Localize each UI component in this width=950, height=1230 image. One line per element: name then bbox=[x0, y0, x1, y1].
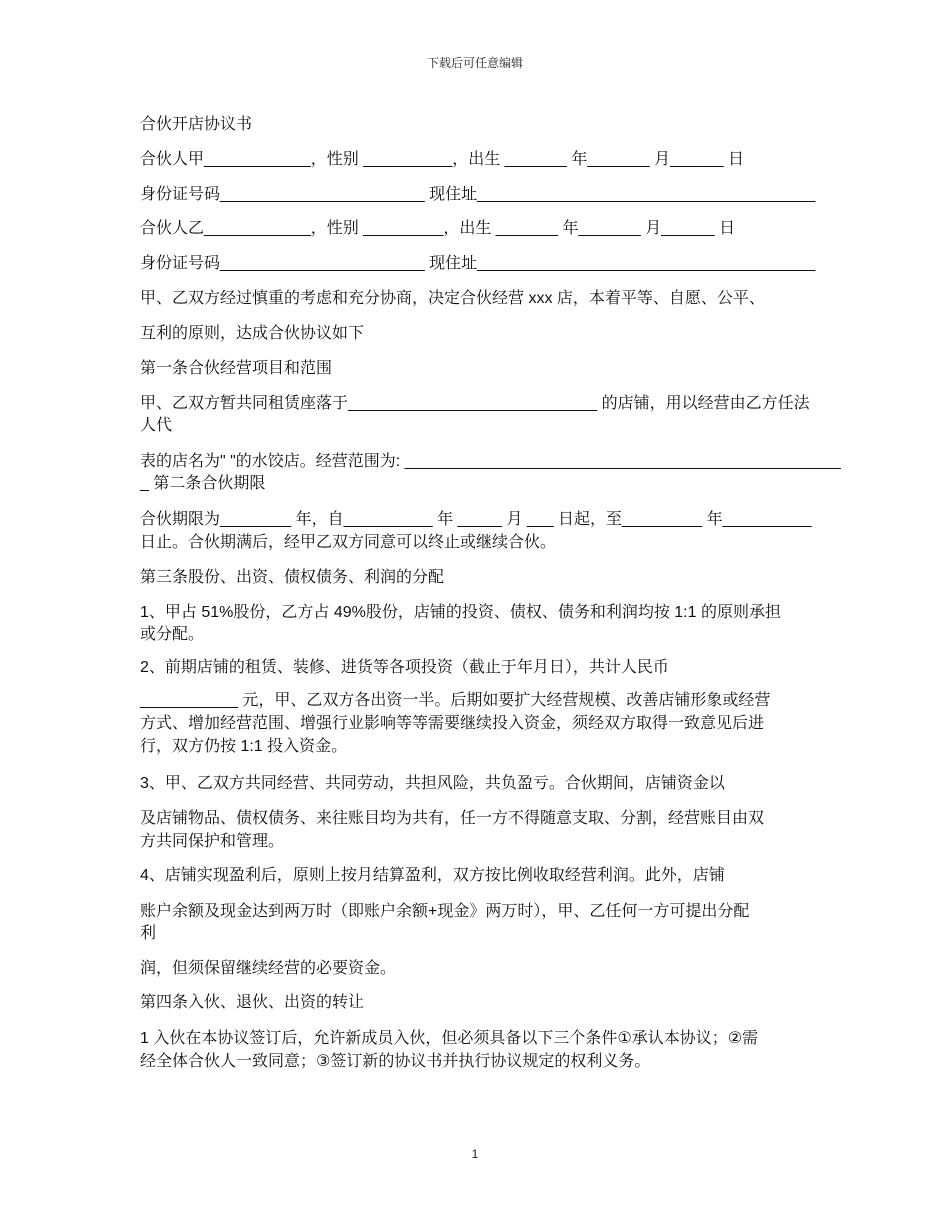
text-line: 合伙人甲____________，性别 __________，出生 _______ 年_______ 月______ 日 bbox=[140, 151, 744, 168]
text-line: 甲、乙双方经过慎重的考虑和充分协商，决定合伙经营 xxx 店，本着平等、自愿、公平、 bbox=[140, 290, 765, 307]
page-header: 下载后可任意编辑 bbox=[426, 56, 523, 70]
text-line: 方式、增加经营范围、增强行业影响等等需要继续投入资金，须经双方取得一致意见后进 bbox=[140, 715, 765, 732]
text-line: 2、前期店铺的租赁、装修、进货等各项投资（截止于年月日），共计人民币 bbox=[140, 659, 669, 676]
text-line: 1、甲占 51%股份，乙方占 49%股份，店铺的投资、债权、债务和利润均按 1:1 的原则承担 bbox=[140, 604, 781, 621]
text-line: 身份证号码_______________________ 现住址______________________________________ bbox=[140, 255, 816, 272]
text-line: 合伙人乙____________，性别 _________，出生 _______ 年_______ 月______ 日 bbox=[140, 220, 736, 237]
text-line: 人代 bbox=[140, 417, 173, 434]
text-line: 甲、乙双方暂共同租赁座落于____________________________ 的店铺，用以经营由乙方任法 bbox=[140, 395, 810, 412]
text-line: 表的店名为" "的水饺店。经营范围为: _________________________________________________ bbox=[140, 453, 841, 470]
text-line: 方共同保护和管理。 bbox=[140, 833, 285, 850]
text-line: 互利的原则，达成合伙协议如下 bbox=[140, 325, 365, 342]
text-line: 3、甲、乙双方共同经营、共同劳动，共担风险，共负盈亏。合伙期间，店铺资金以 bbox=[140, 775, 725, 792]
section-heading: 第三条股份、出资、债权债务、利润的分配 bbox=[140, 569, 445, 586]
text-line: 利 bbox=[140, 925, 157, 942]
text-line: 经全体合伙人一致同意；③签订新的协议书并执行协议规定的权利义务。 bbox=[140, 1053, 651, 1070]
text-line: 合伙期限为________ 年，自__________ 年 _____ 月 ___ 日起，至_________ 年__________ bbox=[140, 511, 812, 528]
section-heading: 第四条入伙、退伙、出资的转让 bbox=[140, 994, 365, 1011]
page-number: 1 bbox=[471, 1147, 479, 1161]
section-heading: _ 第二条合伙期限 bbox=[140, 475, 266, 492]
text-line: 及店铺物品、债权债务、来往账目均为共有，任一方不得随意支取、分割，经营账目由双 bbox=[140, 810, 765, 827]
text-line: 日止。合伙期满后，经甲乙双方同意可以终止或继续合伙。 bbox=[140, 534, 557, 551]
text-line: ___________ 元，甲、乙双方各出资一半。后期如要扩大经营规模、改善店铺形象或经营 bbox=[140, 692, 771, 709]
text-line: 或分配。 bbox=[140, 626, 205, 643]
text-line: 润，但须保留继续经营的必要资金。 bbox=[140, 960, 397, 977]
text-line: 身份证号码_______________________ 现住址______________________________________ bbox=[140, 186, 816, 203]
text-line: 行，双方仍按 1:1 投入资金。 bbox=[140, 738, 348, 755]
text-line: 4、店铺实现盈利后，原则上按月结算盈利，双方按比例收取经营利润。此外，店铺 bbox=[140, 867, 725, 884]
document-title: 合伙开店协议书 bbox=[140, 116, 253, 133]
section-heading: 第一条合伙经营项目和范围 bbox=[140, 360, 333, 377]
text-line: 1 入伙在本协议签订后，允许新成员入伙，但必须具备以下三个条件①承认本协议；②需 bbox=[140, 1030, 759, 1047]
text-line: 账户余额及现金达到两万时（即账户余额+现金》两万时），甲、乙任何一方可提出分配 bbox=[140, 903, 750, 920]
